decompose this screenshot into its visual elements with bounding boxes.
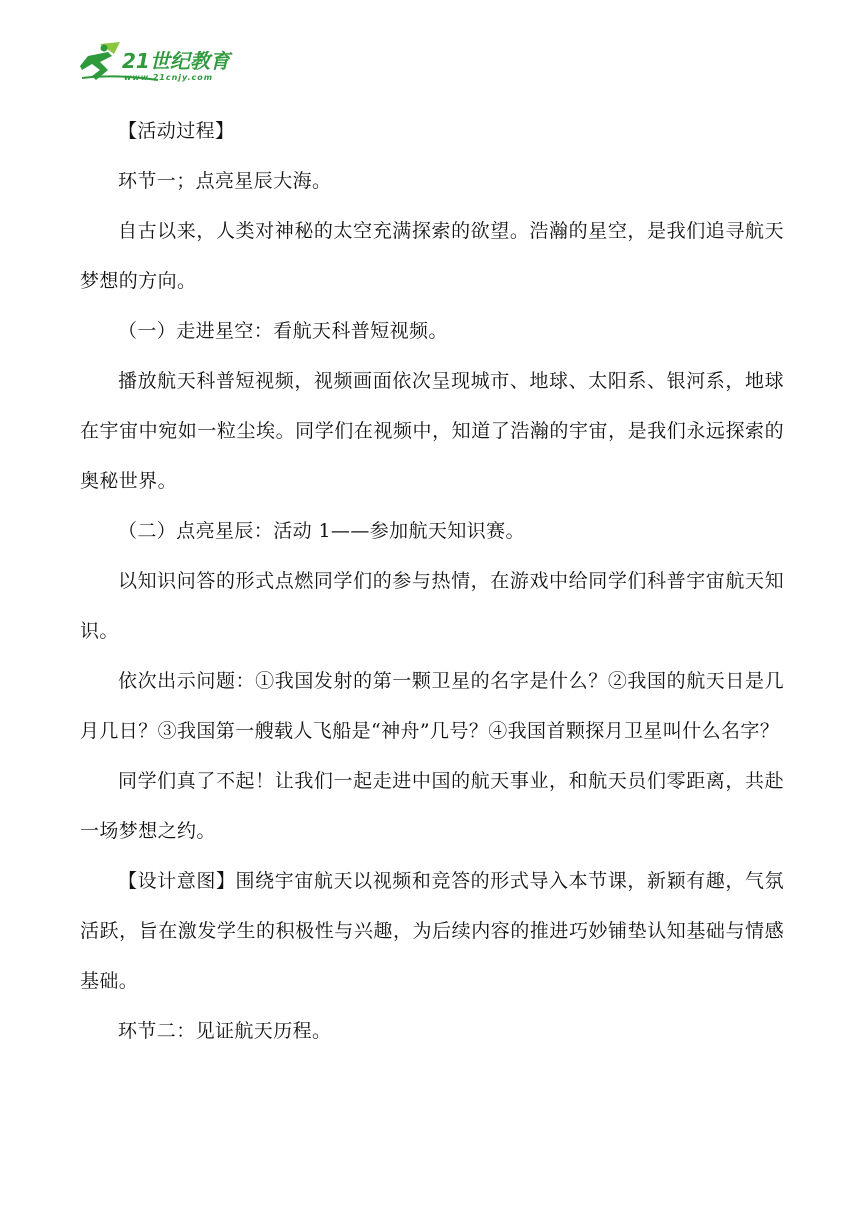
paragraph-quiz-questions: 依次出示问题：①我国发射的第一颗卫星的名字是什么？②我国的航天日是几月几日？③我国第一艘载人飞船是“神舟”几号？④我国首颗探月卫星叫什么名字？ [80,670,784,742]
paragraph-design-intent: 【设计意图】围绕宇宙航天以视频和竞答的形式导入本节课，新颖有趣，气氛活跃，旨在激发学生的积极性与兴趣，为后续内容的推进巧妙铺垫认知基础与情感基础。 [80,870,784,992]
stage-two-heading: 环节二：见证航天历程。 [118,1020,332,1042]
site-logo [78,40,248,84]
logo-brand-text: 21世纪教育 [122,49,230,73]
paragraph-quiz-intro: 以知识问答的形式点燃同学们的参与热情，在游戏中给同学们科普宇宙航天知识。 [80,570,784,642]
runner-logo-icon [78,40,248,84]
subsection-two-heading: （二）点亮星辰：活动 1——参加航天知识赛。 [118,520,525,542]
document-body [80,106,784,1056]
stage-one-heading: 环节一；点亮星辰大海。 [118,170,332,192]
subsection-one-heading: （一）走进星空：看航天科普短视频。 [118,320,448,342]
paragraph-encouragement: 同学们真了不起！让我们一起走进中国的航天事业，和航天员们零距离，共赴一场梦想之约。 [80,770,784,842]
paragraph-video: 播放航天科普短视频，视频画面依次呈现城市、地球、太阳系、银河系，地球在宇宙中宛如一粒尘埃。同学们在视频中，知道了浩瀚的宇宙，是我们永远探索的奥秘世界。 [80,370,784,492]
logo-url-text: www.21cnjy.com [124,73,214,82]
section-heading-activity-process: 【活动过程】 [118,120,235,142]
paragraph-intro: 自古以来，人类对神秘的太空充满探索的欲望。浩瀚的星空，是我们追寻航天梦想的方向。 [80,220,784,292]
